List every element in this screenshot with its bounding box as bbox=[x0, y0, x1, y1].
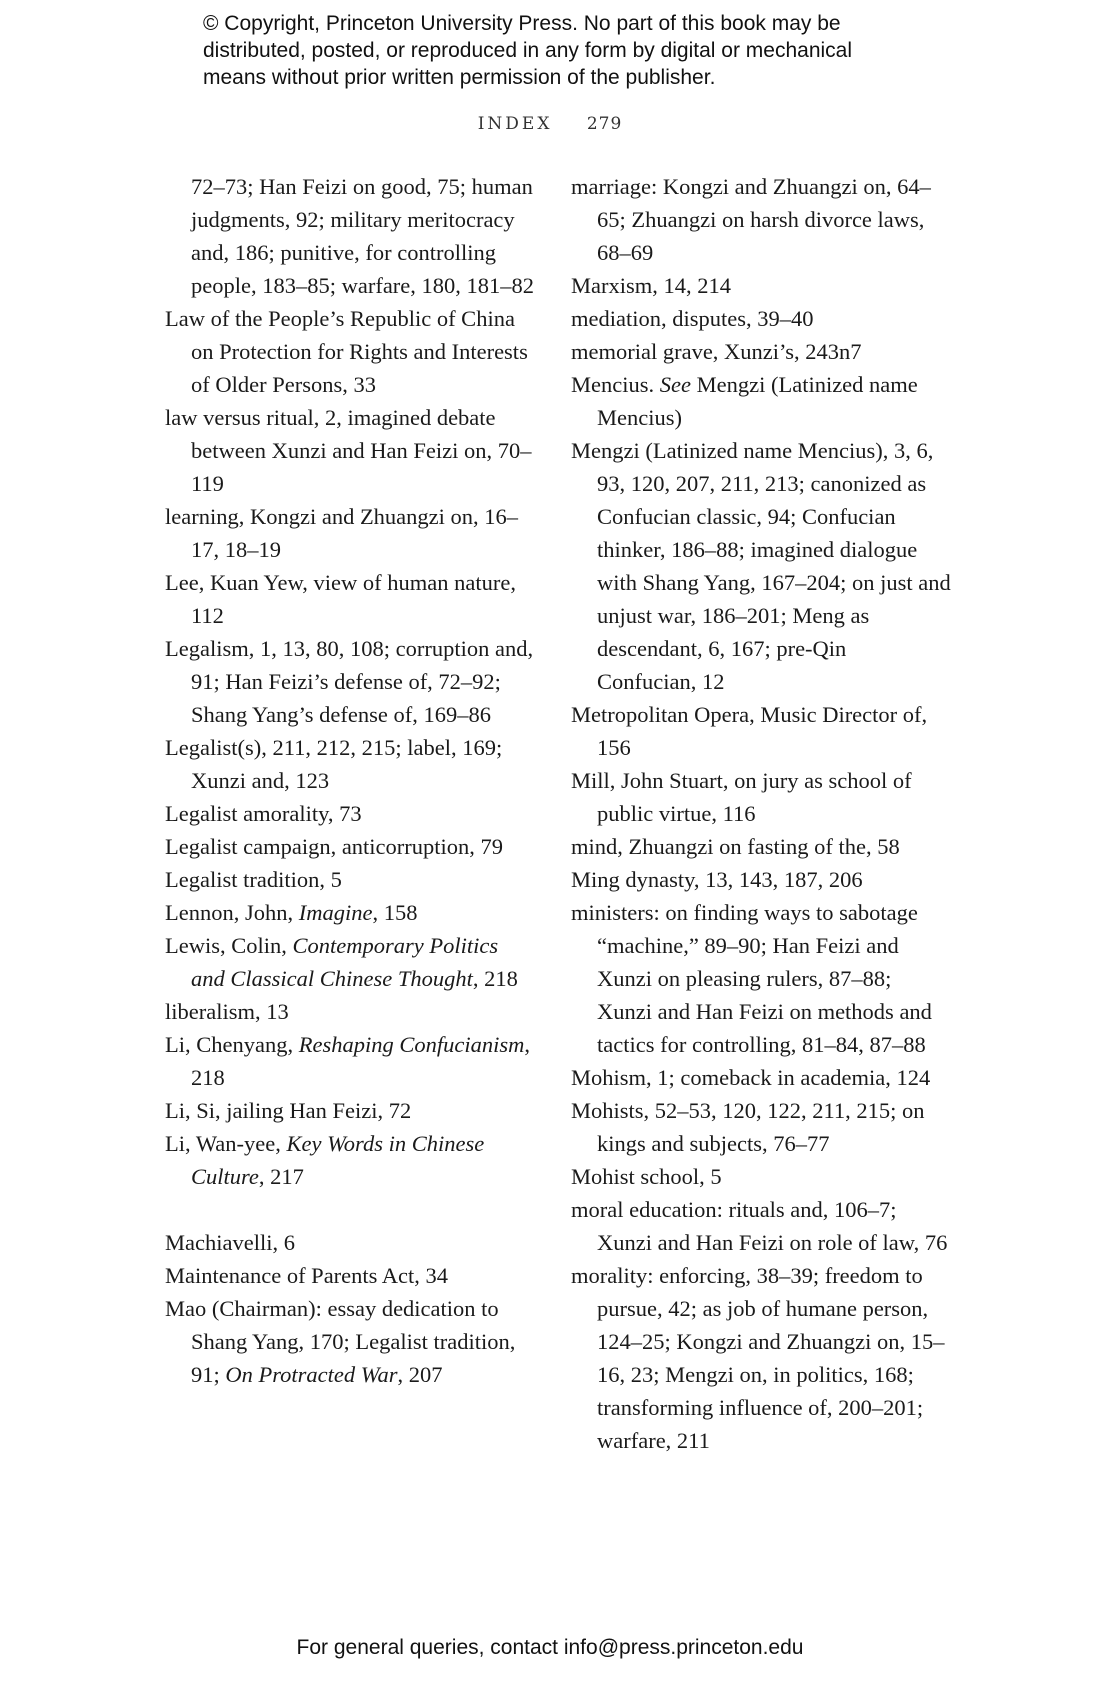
index-entry-text: Mencius. bbox=[571, 372, 660, 397]
page-number: 279 bbox=[586, 114, 623, 134]
index-entry-text: , 218 bbox=[472, 966, 518, 991]
running-head bbox=[0, 114, 1100, 134]
index-entry-text: Mohists, 52–53, 120, 122, 211, 215; on kings and subjects, 76–77 bbox=[571, 1098, 925, 1156]
index-entry bbox=[571, 698, 951, 764]
copyright-line: means without prior written permission of the publisher. bbox=[203, 66, 716, 89]
index-entry bbox=[571, 1061, 951, 1094]
index-column-left bbox=[165, 170, 535, 1391]
index-entry-text: Legalist campaign, anticorruption, 79 bbox=[165, 834, 504, 859]
index-entry-text: moral education: rituals and, 106–7; Xunzi and Han Feizi on role of law, 76 bbox=[571, 1197, 948, 1255]
index-entry bbox=[165, 731, 535, 797]
index-entry bbox=[571, 170, 951, 269]
index-entry-text: memorial grave, Xunzi’s, 243n7 bbox=[571, 339, 862, 364]
index-entry bbox=[165, 929, 535, 995]
index-entry-text: Legalism, 1, 13, 80, 108; corruption and, 91; Han Feizi’s defense of, 72–92; Shang Yang’s defense of, 169–86 bbox=[165, 636, 534, 727]
index-entry-text: Lewis, Colin, bbox=[165, 933, 293, 958]
index-entry-text: Mengzi (Latinized name Mencius) bbox=[597, 372, 918, 430]
copyright-notice bbox=[203, 10, 923, 91]
index-entry bbox=[165, 1259, 535, 1292]
index-entry bbox=[165, 632, 535, 731]
index-entry-text: , 207 bbox=[397, 1362, 443, 1387]
index-entry-title: Contemporary Politics and Classical Chinese Thought bbox=[191, 933, 499, 991]
index-entry-text: Mengzi (Latinized name Mencius), 3, 6, 93, 120, 207, 211, 213; canonized as Confucian classic, 94; Confucian thinker, 186–88; imagined dialogue with Shang Yang, 167–204; on just and unjust war, 186–201; Meng as descendant, 6, 167; pre-Qin Confucian, 12 bbox=[571, 438, 951, 694]
index-entry-text: ministers: on finding ways to sabotage “machine,” 89–90; Han Feizi and Xunzi on pleasing rulers, 87–88; Xunzi and Han Feizi on methods and tactics for controlling, 81–84, 87–88 bbox=[571, 900, 932, 1057]
index-entry-text: Legalist tradition, 5 bbox=[165, 867, 342, 892]
index-entry-text: Lee, Kuan Yew, view of human nature, 112 bbox=[165, 570, 516, 628]
index-entry-text: Li, Wan-yee, bbox=[165, 1131, 287, 1156]
index-entry-text: , 217 bbox=[258, 1164, 304, 1189]
index-entry bbox=[571, 1193, 951, 1259]
index-entry bbox=[571, 863, 951, 896]
index-entry bbox=[571, 1094, 951, 1160]
index-entry-text: liberalism, 13 bbox=[165, 999, 289, 1024]
index-entry-text: mediation, disputes, 39–40 bbox=[571, 306, 814, 331]
index-column-right bbox=[571, 170, 951, 1457]
index-entry bbox=[165, 830, 535, 863]
index-entry-text: law versus ritual, 2, imagined debate between Xunzi and Han Feizi on, 70–119 bbox=[165, 405, 532, 496]
index-entry-text: Li, Chenyang, bbox=[165, 1032, 299, 1057]
section-title: INDEX bbox=[477, 114, 553, 134]
index-entry-title: Imagine bbox=[298, 900, 373, 925]
index-entry-title: Key Words in Chinese Culture bbox=[191, 1131, 485, 1189]
index-entry-text: Li, Si, jailing Han Feizi, 72 bbox=[165, 1098, 412, 1123]
index-entry bbox=[571, 830, 951, 863]
index-entry bbox=[571, 302, 951, 335]
index-entry bbox=[165, 1028, 535, 1094]
index-entry-text: Law of the People’s Republic of China on Protection for Rights and Interests of Older Persons, 33 bbox=[165, 306, 528, 397]
index-entry-text: morality: enforcing, 38–39; freedom to pursue, 42; as job of humane person, 124–25; Kongzi and Zhuangzi on, 15–16, 23; Mengzi on, in politics, 168; transforming influence of, 200–201; warfare, 211 bbox=[571, 1263, 945, 1453]
index-entry bbox=[165, 896, 535, 929]
index-entry bbox=[571, 896, 951, 1061]
index-entry bbox=[165, 797, 535, 830]
index-entry-text: Mohist school, 5 bbox=[571, 1164, 722, 1189]
index-entry bbox=[165, 302, 535, 401]
index-entry-text: marriage: Kongzi and Zhuangzi on, 64–65; Zhuangzi on harsh divorce laws, 68–69 bbox=[571, 174, 931, 265]
index-entry bbox=[571, 1259, 951, 1457]
index-entry-text: Ming dynasty, 13, 143, 187, 206 bbox=[571, 867, 863, 892]
index-entry-text: , 158 bbox=[372, 900, 418, 925]
index-entry bbox=[165, 1094, 535, 1127]
index-entry-text: Machiavelli, 6 bbox=[165, 1230, 295, 1255]
index-entry bbox=[571, 335, 951, 368]
index-entry-text: Marxism, 14, 214 bbox=[571, 273, 731, 298]
index-entry-title: On Protracted War bbox=[225, 1362, 398, 1387]
index-entry-text: Mao (Chairman): essay dedication to Shang Yang, 170; Legalist tradition, 91; bbox=[165, 1296, 516, 1387]
index-entry bbox=[571, 368, 951, 434]
index-entry-text: Lennon, John, bbox=[165, 900, 299, 925]
index-entry bbox=[165, 170, 535, 302]
index-entry bbox=[165, 1127, 535, 1193]
index-entry-title: See bbox=[659, 372, 691, 397]
index-entry-text: Legalist amorality, 73 bbox=[165, 801, 362, 826]
index-entry bbox=[165, 1226, 535, 1259]
index-entry-text: Legalist(s), 211, 212, 215; label, 169; Xunzi and, 123 bbox=[165, 735, 503, 793]
index-entry bbox=[165, 401, 535, 500]
index-entry-text: Mill, John Stuart, on jury as school of public virtue, 116 bbox=[571, 768, 912, 826]
index-entry bbox=[165, 995, 535, 1028]
index-entry bbox=[571, 764, 951, 830]
index-entry-title: Reshaping Confucianism bbox=[298, 1032, 525, 1057]
index-entry bbox=[165, 863, 535, 896]
footer-contact: For general queries, contact info@press.princeton.edu bbox=[296, 1636, 804, 1659]
copyright-line: distributed, posted, or reproduced in any form by digital or mechanical bbox=[203, 39, 853, 62]
index-entry-text: Maintenance of Parents Act, 34 bbox=[165, 1263, 449, 1288]
index-entry bbox=[165, 500, 535, 566]
index-entry bbox=[571, 269, 951, 302]
copyright-line: © Copyright, Princeton University Press. No part of this book may be bbox=[203, 12, 841, 35]
index-entry-text: Metropolitan Opera, Music Director of, 156 bbox=[571, 702, 928, 760]
index-entry-text: 72–73; Han Feizi on good, 75; human judgments, 92; military meritocracy and, 186; punitive, for controlling people, 183–85; warfare, 180, 181–82 bbox=[191, 174, 535, 298]
index-entry bbox=[571, 434, 951, 698]
index-entry-text: mind, Zhuangzi on fasting of the, 58 bbox=[571, 834, 900, 859]
index-entry-text: learning, Kongzi and Zhuangzi on, 16–17, 18–19 bbox=[165, 504, 519, 562]
index-entry-text: , 218 bbox=[191, 1032, 530, 1090]
index-entry-text: Mohism, 1; comeback in academia, 124 bbox=[571, 1065, 931, 1090]
index-entry bbox=[165, 1292, 535, 1391]
index-entry bbox=[165, 566, 535, 632]
index-entry bbox=[571, 1160, 951, 1193]
